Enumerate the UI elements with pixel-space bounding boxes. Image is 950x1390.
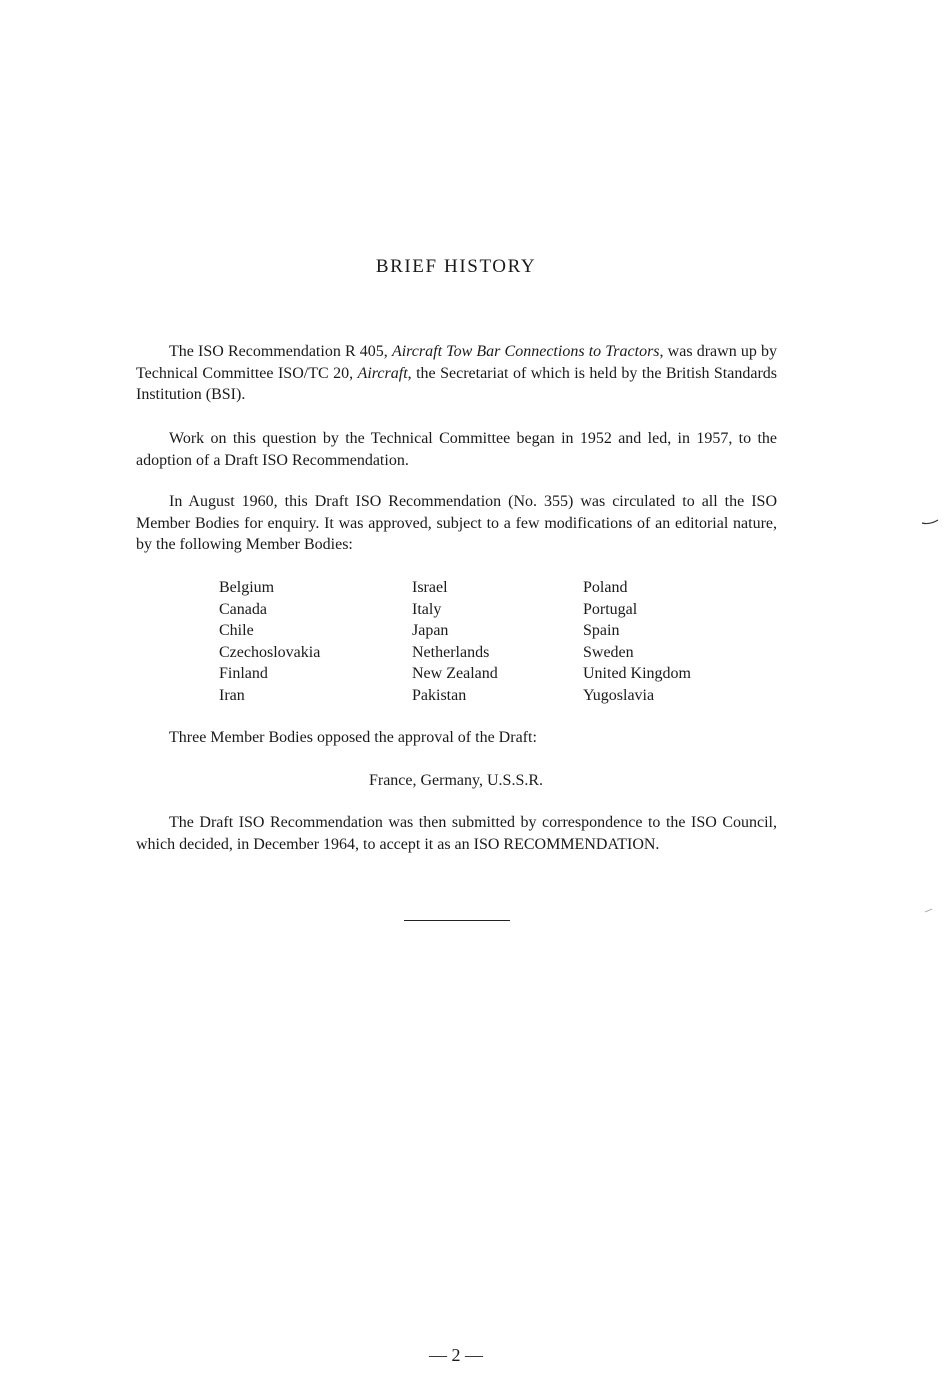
member-body: Finland — [219, 665, 268, 682]
section-end-rule — [404, 920, 510, 921]
member-body: Pakistan — [412, 686, 467, 704]
member-body: Netherlands — [412, 643, 490, 661]
member-body: Italy — [412, 600, 442, 618]
member-bodies-column — [583, 577, 691, 706]
paragraph-origin-text-c: , the Secretariat of which is held by the British Standards Institution (BSI). — [136, 364, 777, 403]
member-bodies-column — [219, 577, 320, 706]
member-body: United Kingdom — [583, 665, 691, 682]
member-body: Israel — [412, 579, 448, 596]
paragraph-origin — [136, 341, 777, 406]
paragraph-work-start: Work on this question by the Technical Committee began in 1952 and led, in 1957, to the adoption of a Draft ISO Recommendation. — [136, 430, 777, 469]
member-body: Czechoslovakia — [219, 643, 321, 661]
scan-artifact-icon — [921, 510, 939, 526]
paragraph-origin-text-a: The ISO Recommendation R 405, — [169, 343, 392, 360]
member-body: Canada — [219, 600, 267, 618]
scan-speck-icon — [924, 906, 934, 914]
member-body: Spain — [583, 622, 620, 639]
committee-name: Aircraft — [357, 364, 408, 382]
paragraph-origin-text-b: , was drawn up by Technical Committee ISO/TC 20, — [136, 343, 777, 382]
page-number: — 2 — — [429, 1345, 483, 1365]
member-body: Poland — [583, 579, 628, 596]
paragraph-opposition: Three Member Bodies opposed the approval of the Draft: — [169, 729, 537, 746]
paragraph-council-decision: The Draft ISO Recommendation was then submitted by correspondence to the ISO Council, which decided, in December 1964, to accept it as an ISO RECOMMENDATION. — [136, 814, 777, 853]
member-body: New Zealand — [412, 665, 498, 682]
member-body: Sweden — [583, 643, 634, 661]
member-body: Chile — [219, 622, 254, 639]
paragraph-circulation: In August 1960, this Draft ISO Recommendation (No. 355) was circulated to all the ISO Member Bodies for enquiry. It was approved, subject to a few modifications of an editorial nature, by the following Member Bodies: — [136, 493, 777, 553]
opposing-member-bodies: France, Germany, U.S.S.R. — [368, 772, 544, 789]
member-bodies-column — [412, 577, 498, 706]
page-title: BRIEF HISTORY — [375, 256, 537, 277]
member-body: Belgium — [219, 579, 275, 596]
member-body: Japan — [412, 622, 449, 639]
member-body: Portugal — [583, 600, 638, 618]
member-body: Iran — [219, 686, 245, 704]
recommendation-title: Aircraft Tow Bar Connections to Tractors — [391, 343, 660, 360]
member-body: Yugoslavia — [583, 686, 655, 704]
